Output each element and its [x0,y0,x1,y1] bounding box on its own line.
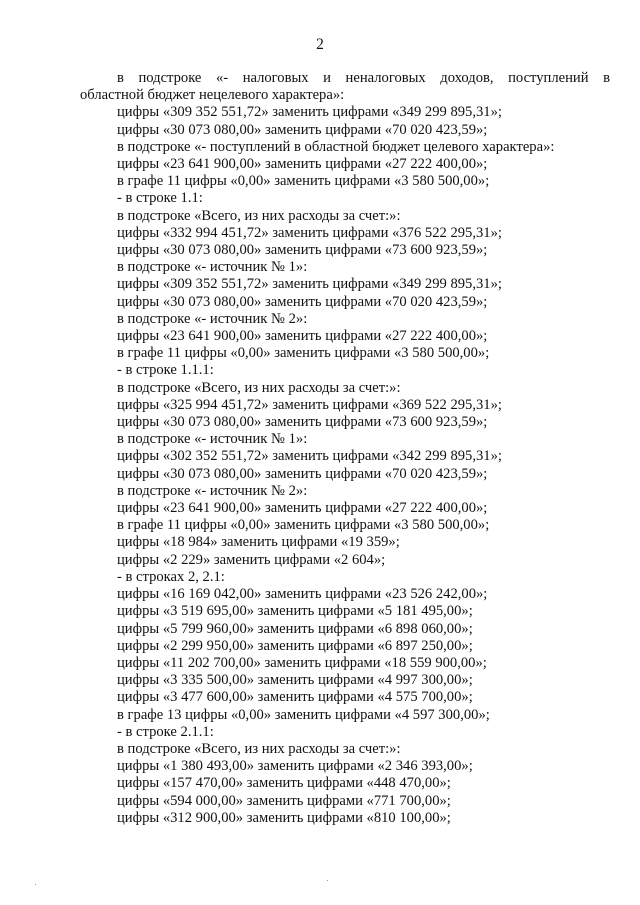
document-line: - в строке 1.1.1: [117,362,214,379]
document-line: цифры «30 073 080,00» заменить цифрами «73 600 923,59»; [117,414,488,431]
document-line: цифры «30 073 080,00» заменить цифрами «70 020 423,59»; [117,293,488,310]
document-line: цифры «11 202 700,00» заменить цифрами «18 559 900,00»; [117,654,487,671]
document-body [80,70,610,827]
document-line: цифры «18 984» заменить цифрами «19 359»; [117,534,400,551]
document-line: цифры «3 335 500,00» заменить цифрами «4 997 300,00»; [117,672,473,689]
document-line: цифры «309 352 551,72» заменить цифрами «349 299 895,31»; [117,276,502,293]
scan-speck [327,880,328,881]
document-line: - в строках 2, 2.1: [117,568,225,585]
document-line: в графе 11 цифры «0,00» заменить цифрами «3 580 500,00»; [117,173,490,190]
document-line: в подстроке «Всего, из них расходы за счет:»: [117,740,401,757]
document-line: - в строке 2.1.1: [117,723,214,740]
document-line: в подстроке «- источник № 1»: [117,431,308,448]
document-line: в подстроке «- источник № 2»: [117,310,308,327]
document-line: цифры «3 477 600,00» заменить цифрами «4 575 700,00»; [117,689,473,706]
document-line: в подстроке «Всего, из них расходы за счет:»: [117,379,401,396]
document-line: в подстроке «- источник № 1»: [117,259,308,276]
document-line: областной бюджет нецелевого характера»: [80,87,345,104]
document-line: в подстроке «- налоговых и неналоговых доходов, поступлений в [117,70,610,86]
document-line: цифры «30 073 080,00» заменить цифрами «73 600 923,59»; [117,242,488,259]
document-line: цифры «302 352 551,72» заменить цифрами «342 299 895,31»; [117,448,502,465]
document-line: цифры «23 641 900,00» заменить цифрами «27 222 400,00»; [117,328,488,345]
document-line: цифры «332 994 451,72» заменить цифрами «376 522 295,31»; [117,224,502,241]
document-line: цифры «594 000,00» заменить цифрами «771 700,00»; [117,792,451,809]
document-line: цифры «23 641 900,00» заменить цифрами «27 222 400,00»; [117,500,488,517]
document-line: цифры «309 352 551,72» заменить цифрами «349 299 895,31»; [117,104,502,121]
page-number: 2 [316,36,324,53]
document-line: цифры «16 169 042,00» заменить цифрами «23 526 242,00»; [117,586,488,603]
document-line: цифры «325 994 451,72» заменить цифрами «369 522 295,31»; [117,396,502,413]
document-line: - в строке 1.1: [117,190,203,207]
document-line: цифры «2 229» заменить цифрами «2 604»; [117,551,386,568]
document-line: в графе 11 цифры «0,00» заменить цифрами «3 580 500,00»; [117,517,490,534]
document-line: в подстроке «Всего, из них расходы за счет:»: [117,207,401,224]
document-line: цифры «157 470,00» заменить цифрами «448 470,00»; [117,775,451,792]
document-line: цифры «312 900,00» заменить цифрами «810 100,00»; [117,809,451,826]
document-line: цифры «1 380 493,00» заменить цифрами «2 346 393,00»; [117,758,473,775]
scan-speck [35,884,36,885]
document-line: цифры «3 519 695,00» заменить цифрами «5 181 495,00»; [117,603,473,620]
document-line: цифры «30 073 080,00» заменить цифрами «70 020 423,59»; [117,121,488,138]
document-line: цифры «30 073 080,00» заменить цифрами «70 020 423,59»; [117,465,488,482]
document-line: в графе 11 цифры «0,00» заменить цифрами «3 580 500,00»; [117,345,490,362]
document-line: цифры «2 299 950,00» заменить цифрами «6 897 250,00»; [117,637,473,654]
document-line: цифры «23 641 900,00» заменить цифрами «27 222 400,00»; [117,156,488,173]
document-line: цифры «5 799 960,00» заменить цифрами «6 898 060,00»; [117,620,473,637]
document-line: в подстроке «- источник № 2»: [117,482,308,499]
document-line: в графе 13 цифры «0,00» заменить цифрами «4 597 300,00»; [117,706,490,723]
document-line: в подстроке «- поступлений в областной бюджет целевого характера»: [117,138,555,155]
